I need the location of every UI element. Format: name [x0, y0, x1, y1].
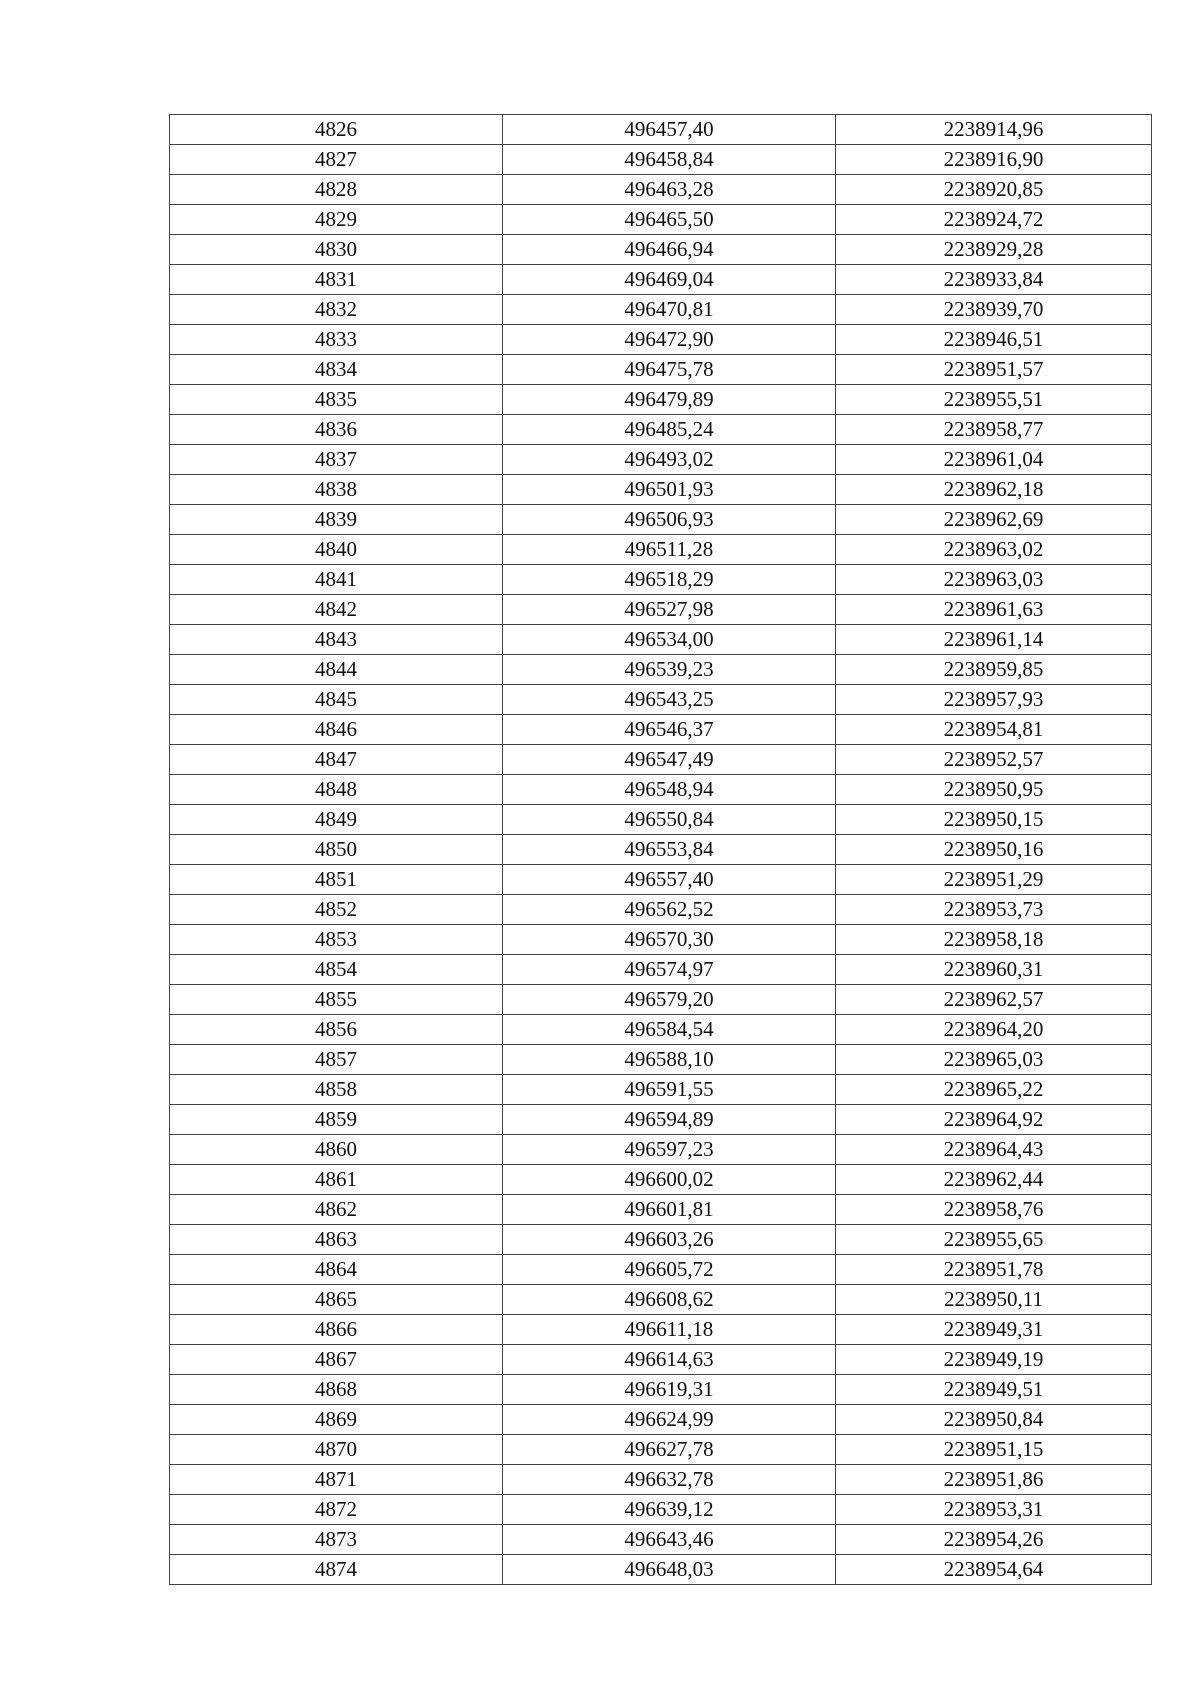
x-coordinate-cell: 496591,55	[503, 1075, 836, 1105]
x-coordinate-cell: 496475,78	[503, 355, 836, 385]
table-row	[170, 685, 1152, 715]
point-number-cell: 4845	[170, 685, 503, 715]
point-number-cell: 4867	[170, 1345, 503, 1375]
x-coordinate-cell: 496470,81	[503, 295, 836, 325]
table-row	[170, 985, 1152, 1015]
y-coordinate-cell: 2238920,85	[836, 175, 1152, 205]
table-row	[170, 805, 1152, 835]
y-coordinate-cell: 2238939,70	[836, 295, 1152, 325]
x-coordinate-cell: 496511,28	[503, 535, 836, 565]
x-coordinate-cell: 496624,99	[503, 1405, 836, 1435]
x-coordinate-cell: 496579,20	[503, 985, 836, 1015]
table-row	[170, 265, 1152, 295]
point-number-cell: 4861	[170, 1165, 503, 1195]
x-coordinate-cell: 496643,46	[503, 1525, 836, 1555]
table-row	[170, 655, 1152, 685]
x-coordinate-cell: 496627,78	[503, 1435, 836, 1465]
table-row	[170, 1555, 1152, 1585]
y-coordinate-cell: 2238962,18	[836, 475, 1152, 505]
table-row	[170, 895, 1152, 925]
y-coordinate-cell: 2238951,57	[836, 355, 1152, 385]
y-coordinate-cell: 2238933,84	[836, 265, 1152, 295]
y-coordinate-cell: 2238950,16	[836, 835, 1152, 865]
point-number-cell: 4840	[170, 535, 503, 565]
y-coordinate-cell: 2238950,84	[836, 1405, 1152, 1435]
point-number-cell: 4839	[170, 505, 503, 535]
y-coordinate-cell: 2238955,51	[836, 385, 1152, 415]
y-coordinate-cell: 2238961,14	[836, 625, 1152, 655]
y-coordinate-cell: 2238965,03	[836, 1045, 1152, 1075]
x-coordinate-cell: 496466,94	[503, 235, 836, 265]
point-number-cell: 4872	[170, 1495, 503, 1525]
x-coordinate-cell: 496518,29	[503, 565, 836, 595]
y-coordinate-cell: 2238951,15	[836, 1435, 1152, 1465]
table-row	[170, 1105, 1152, 1135]
y-coordinate-cell: 2238952,57	[836, 745, 1152, 775]
point-number-cell: 4847	[170, 745, 503, 775]
table-row	[170, 1225, 1152, 1255]
x-coordinate-cell: 496639,12	[503, 1495, 836, 1525]
point-number-cell: 4857	[170, 1045, 503, 1075]
y-coordinate-cell: 2238953,31	[836, 1495, 1152, 1525]
point-number-cell: 4831	[170, 265, 503, 295]
point-number-cell: 4837	[170, 445, 503, 475]
point-number-cell: 4842	[170, 595, 503, 625]
x-coordinate-cell: 496501,93	[503, 475, 836, 505]
table-row	[170, 1405, 1152, 1435]
y-coordinate-cell: 2238950,15	[836, 805, 1152, 835]
table-row	[170, 1375, 1152, 1405]
table-row	[170, 1045, 1152, 1075]
table-row	[170, 595, 1152, 625]
x-coordinate-cell: 496594,89	[503, 1105, 836, 1135]
y-coordinate-cell: 2238962,44	[836, 1165, 1152, 1195]
table-row	[170, 925, 1152, 955]
x-coordinate-cell: 496472,90	[503, 325, 836, 355]
y-coordinate-cell: 2238964,20	[836, 1015, 1152, 1045]
table-row	[170, 715, 1152, 745]
point-number-cell: 4833	[170, 325, 503, 355]
y-coordinate-cell: 2238959,85	[836, 655, 1152, 685]
point-number-cell: 4859	[170, 1105, 503, 1135]
x-coordinate-cell: 496603,26	[503, 1225, 836, 1255]
point-number-cell: 4849	[170, 805, 503, 835]
y-coordinate-cell: 2238949,31	[836, 1315, 1152, 1345]
y-coordinate-cell: 2238954,26	[836, 1525, 1152, 1555]
y-coordinate-cell: 2238953,73	[836, 895, 1152, 925]
table-row	[170, 535, 1152, 565]
table-row	[170, 625, 1152, 655]
point-number-cell: 4832	[170, 295, 503, 325]
point-number-cell: 4850	[170, 835, 503, 865]
table-row	[170, 1465, 1152, 1495]
table-row	[170, 1135, 1152, 1165]
table-row	[170, 1195, 1152, 1225]
x-coordinate-cell: 496553,84	[503, 835, 836, 865]
y-coordinate-cell: 2238961,04	[836, 445, 1152, 475]
x-coordinate-cell: 496457,40	[503, 115, 836, 145]
x-coordinate-cell: 496648,03	[503, 1555, 836, 1585]
y-coordinate-cell: 2238949,51	[836, 1375, 1152, 1405]
table-row	[170, 1495, 1152, 1525]
x-coordinate-cell: 496539,23	[503, 655, 836, 685]
y-coordinate-cell: 2238951,78	[836, 1255, 1152, 1285]
x-coordinate-cell: 496557,40	[503, 865, 836, 895]
y-coordinate-cell: 2238962,69	[836, 505, 1152, 535]
point-number-cell: 4851	[170, 865, 503, 895]
x-coordinate-cell: 496574,97	[503, 955, 836, 985]
x-coordinate-cell: 496479,89	[503, 385, 836, 415]
table-row	[170, 1345, 1152, 1375]
point-number-cell: 4848	[170, 775, 503, 805]
table-row	[170, 145, 1152, 175]
point-number-cell: 4864	[170, 1255, 503, 1285]
y-coordinate-cell: 2238924,72	[836, 205, 1152, 235]
point-number-cell: 4836	[170, 415, 503, 445]
point-number-cell: 4870	[170, 1435, 503, 1465]
x-coordinate-cell: 496463,28	[503, 175, 836, 205]
x-coordinate-cell: 496548,94	[503, 775, 836, 805]
y-coordinate-cell: 2238951,86	[836, 1465, 1152, 1495]
table-row	[170, 325, 1152, 355]
table-row	[170, 115, 1152, 145]
point-number-cell: 4855	[170, 985, 503, 1015]
x-coordinate-cell: 496458,84	[503, 145, 836, 175]
point-number-cell: 4868	[170, 1375, 503, 1405]
point-number-cell: 4844	[170, 655, 503, 685]
table-row	[170, 775, 1152, 805]
point-number-cell: 4838	[170, 475, 503, 505]
point-number-cell: 4866	[170, 1315, 503, 1345]
x-coordinate-cell: 496546,37	[503, 715, 836, 745]
point-number-cell: 4873	[170, 1525, 503, 1555]
table-row	[170, 475, 1152, 505]
point-number-cell: 4828	[170, 175, 503, 205]
point-number-cell: 4860	[170, 1135, 503, 1165]
x-coordinate-cell: 496600,02	[503, 1165, 836, 1195]
point-number-cell: 4869	[170, 1405, 503, 1435]
point-number-cell: 4871	[170, 1465, 503, 1495]
table-row	[170, 385, 1152, 415]
point-number-cell: 4826	[170, 115, 503, 145]
point-number-cell: 4856	[170, 1015, 503, 1045]
y-coordinate-cell: 2238955,65	[836, 1225, 1152, 1255]
point-number-cell: 4854	[170, 955, 503, 985]
x-coordinate-cell: 496527,98	[503, 595, 836, 625]
table-row	[170, 835, 1152, 865]
table-row	[170, 1075, 1152, 1105]
y-coordinate-cell: 2238961,63	[836, 595, 1152, 625]
x-coordinate-cell: 496469,04	[503, 265, 836, 295]
y-coordinate-cell: 2238946,51	[836, 325, 1152, 355]
y-coordinate-cell: 2238957,93	[836, 685, 1152, 715]
x-coordinate-cell: 496534,00	[503, 625, 836, 655]
x-coordinate-cell: 496570,30	[503, 925, 836, 955]
y-coordinate-cell: 2238964,43	[836, 1135, 1152, 1165]
point-number-cell: 4874	[170, 1555, 503, 1585]
y-coordinate-cell: 2238951,29	[836, 865, 1152, 895]
y-coordinate-cell: 2238963,03	[836, 565, 1152, 595]
x-coordinate-cell: 496485,24	[503, 415, 836, 445]
y-coordinate-cell: 2238916,90	[836, 145, 1152, 175]
point-number-cell: 4865	[170, 1285, 503, 1315]
table-row	[170, 355, 1152, 385]
x-coordinate-cell: 496605,72	[503, 1255, 836, 1285]
y-coordinate-cell: 2238950,95	[836, 775, 1152, 805]
x-coordinate-cell: 496506,93	[503, 505, 836, 535]
point-number-cell: 4863	[170, 1225, 503, 1255]
y-coordinate-cell: 2238954,64	[836, 1555, 1152, 1585]
x-coordinate-cell: 496562,52	[503, 895, 836, 925]
point-number-cell: 4853	[170, 925, 503, 955]
table-row	[170, 1315, 1152, 1345]
x-coordinate-cell: 496611,18	[503, 1315, 836, 1345]
point-number-cell: 4862	[170, 1195, 503, 1225]
x-coordinate-cell: 496493,02	[503, 445, 836, 475]
coordinates-table-body	[170, 115, 1152, 1585]
x-coordinate-cell: 496597,23	[503, 1135, 836, 1165]
point-number-cell: 4834	[170, 355, 503, 385]
x-coordinate-cell: 496588,10	[503, 1045, 836, 1075]
table-row	[170, 295, 1152, 325]
x-coordinate-cell: 496543,25	[503, 685, 836, 715]
x-coordinate-cell: 496584,54	[503, 1015, 836, 1045]
y-coordinate-cell: 2238964,92	[836, 1105, 1152, 1135]
point-number-cell: 4827	[170, 145, 503, 175]
y-coordinate-cell: 2238962,57	[836, 985, 1152, 1015]
y-coordinate-cell: 2238929,28	[836, 235, 1152, 265]
y-coordinate-cell: 2238914,96	[836, 115, 1152, 145]
y-coordinate-cell: 2238950,11	[836, 1285, 1152, 1315]
point-number-cell: 4835	[170, 385, 503, 415]
table-row	[170, 445, 1152, 475]
y-coordinate-cell: 2238954,81	[836, 715, 1152, 745]
x-coordinate-cell: 496547,49	[503, 745, 836, 775]
table-row	[170, 505, 1152, 535]
table-row	[170, 565, 1152, 595]
point-number-cell: 4858	[170, 1075, 503, 1105]
table-row	[170, 745, 1152, 775]
y-coordinate-cell: 2238960,31	[836, 955, 1152, 985]
table-row	[170, 1015, 1152, 1045]
y-coordinate-cell: 2238958,76	[836, 1195, 1152, 1225]
x-coordinate-cell: 496619,31	[503, 1375, 836, 1405]
point-number-cell: 4852	[170, 895, 503, 925]
table-row	[170, 1525, 1152, 1555]
table-row	[170, 1165, 1152, 1195]
point-number-cell: 4829	[170, 205, 503, 235]
table-row	[170, 1435, 1152, 1465]
x-coordinate-cell: 496632,78	[503, 1465, 836, 1495]
point-number-cell: 4830	[170, 235, 503, 265]
point-number-cell: 4843	[170, 625, 503, 655]
x-coordinate-cell: 496608,62	[503, 1285, 836, 1315]
y-coordinate-cell: 2238949,19	[836, 1345, 1152, 1375]
table-row	[170, 1255, 1152, 1285]
x-coordinate-cell: 496465,50	[503, 205, 836, 235]
y-coordinate-cell: 2238958,77	[836, 415, 1152, 445]
table-row	[170, 955, 1152, 985]
table-row	[170, 235, 1152, 265]
point-number-cell: 4841	[170, 565, 503, 595]
table-row	[170, 175, 1152, 205]
table-row	[170, 865, 1152, 895]
y-coordinate-cell: 2238965,22	[836, 1075, 1152, 1105]
x-coordinate-cell: 496614,63	[503, 1345, 836, 1375]
point-number-cell: 4846	[170, 715, 503, 745]
x-coordinate-cell: 496550,84	[503, 805, 836, 835]
table-row	[170, 205, 1152, 235]
y-coordinate-cell: 2238958,18	[836, 925, 1152, 955]
y-coordinate-cell: 2238963,02	[836, 535, 1152, 565]
coordinates-table	[169, 114, 1152, 1585]
table-row	[170, 415, 1152, 445]
x-coordinate-cell: 496601,81	[503, 1195, 836, 1225]
table-row	[170, 1285, 1152, 1315]
